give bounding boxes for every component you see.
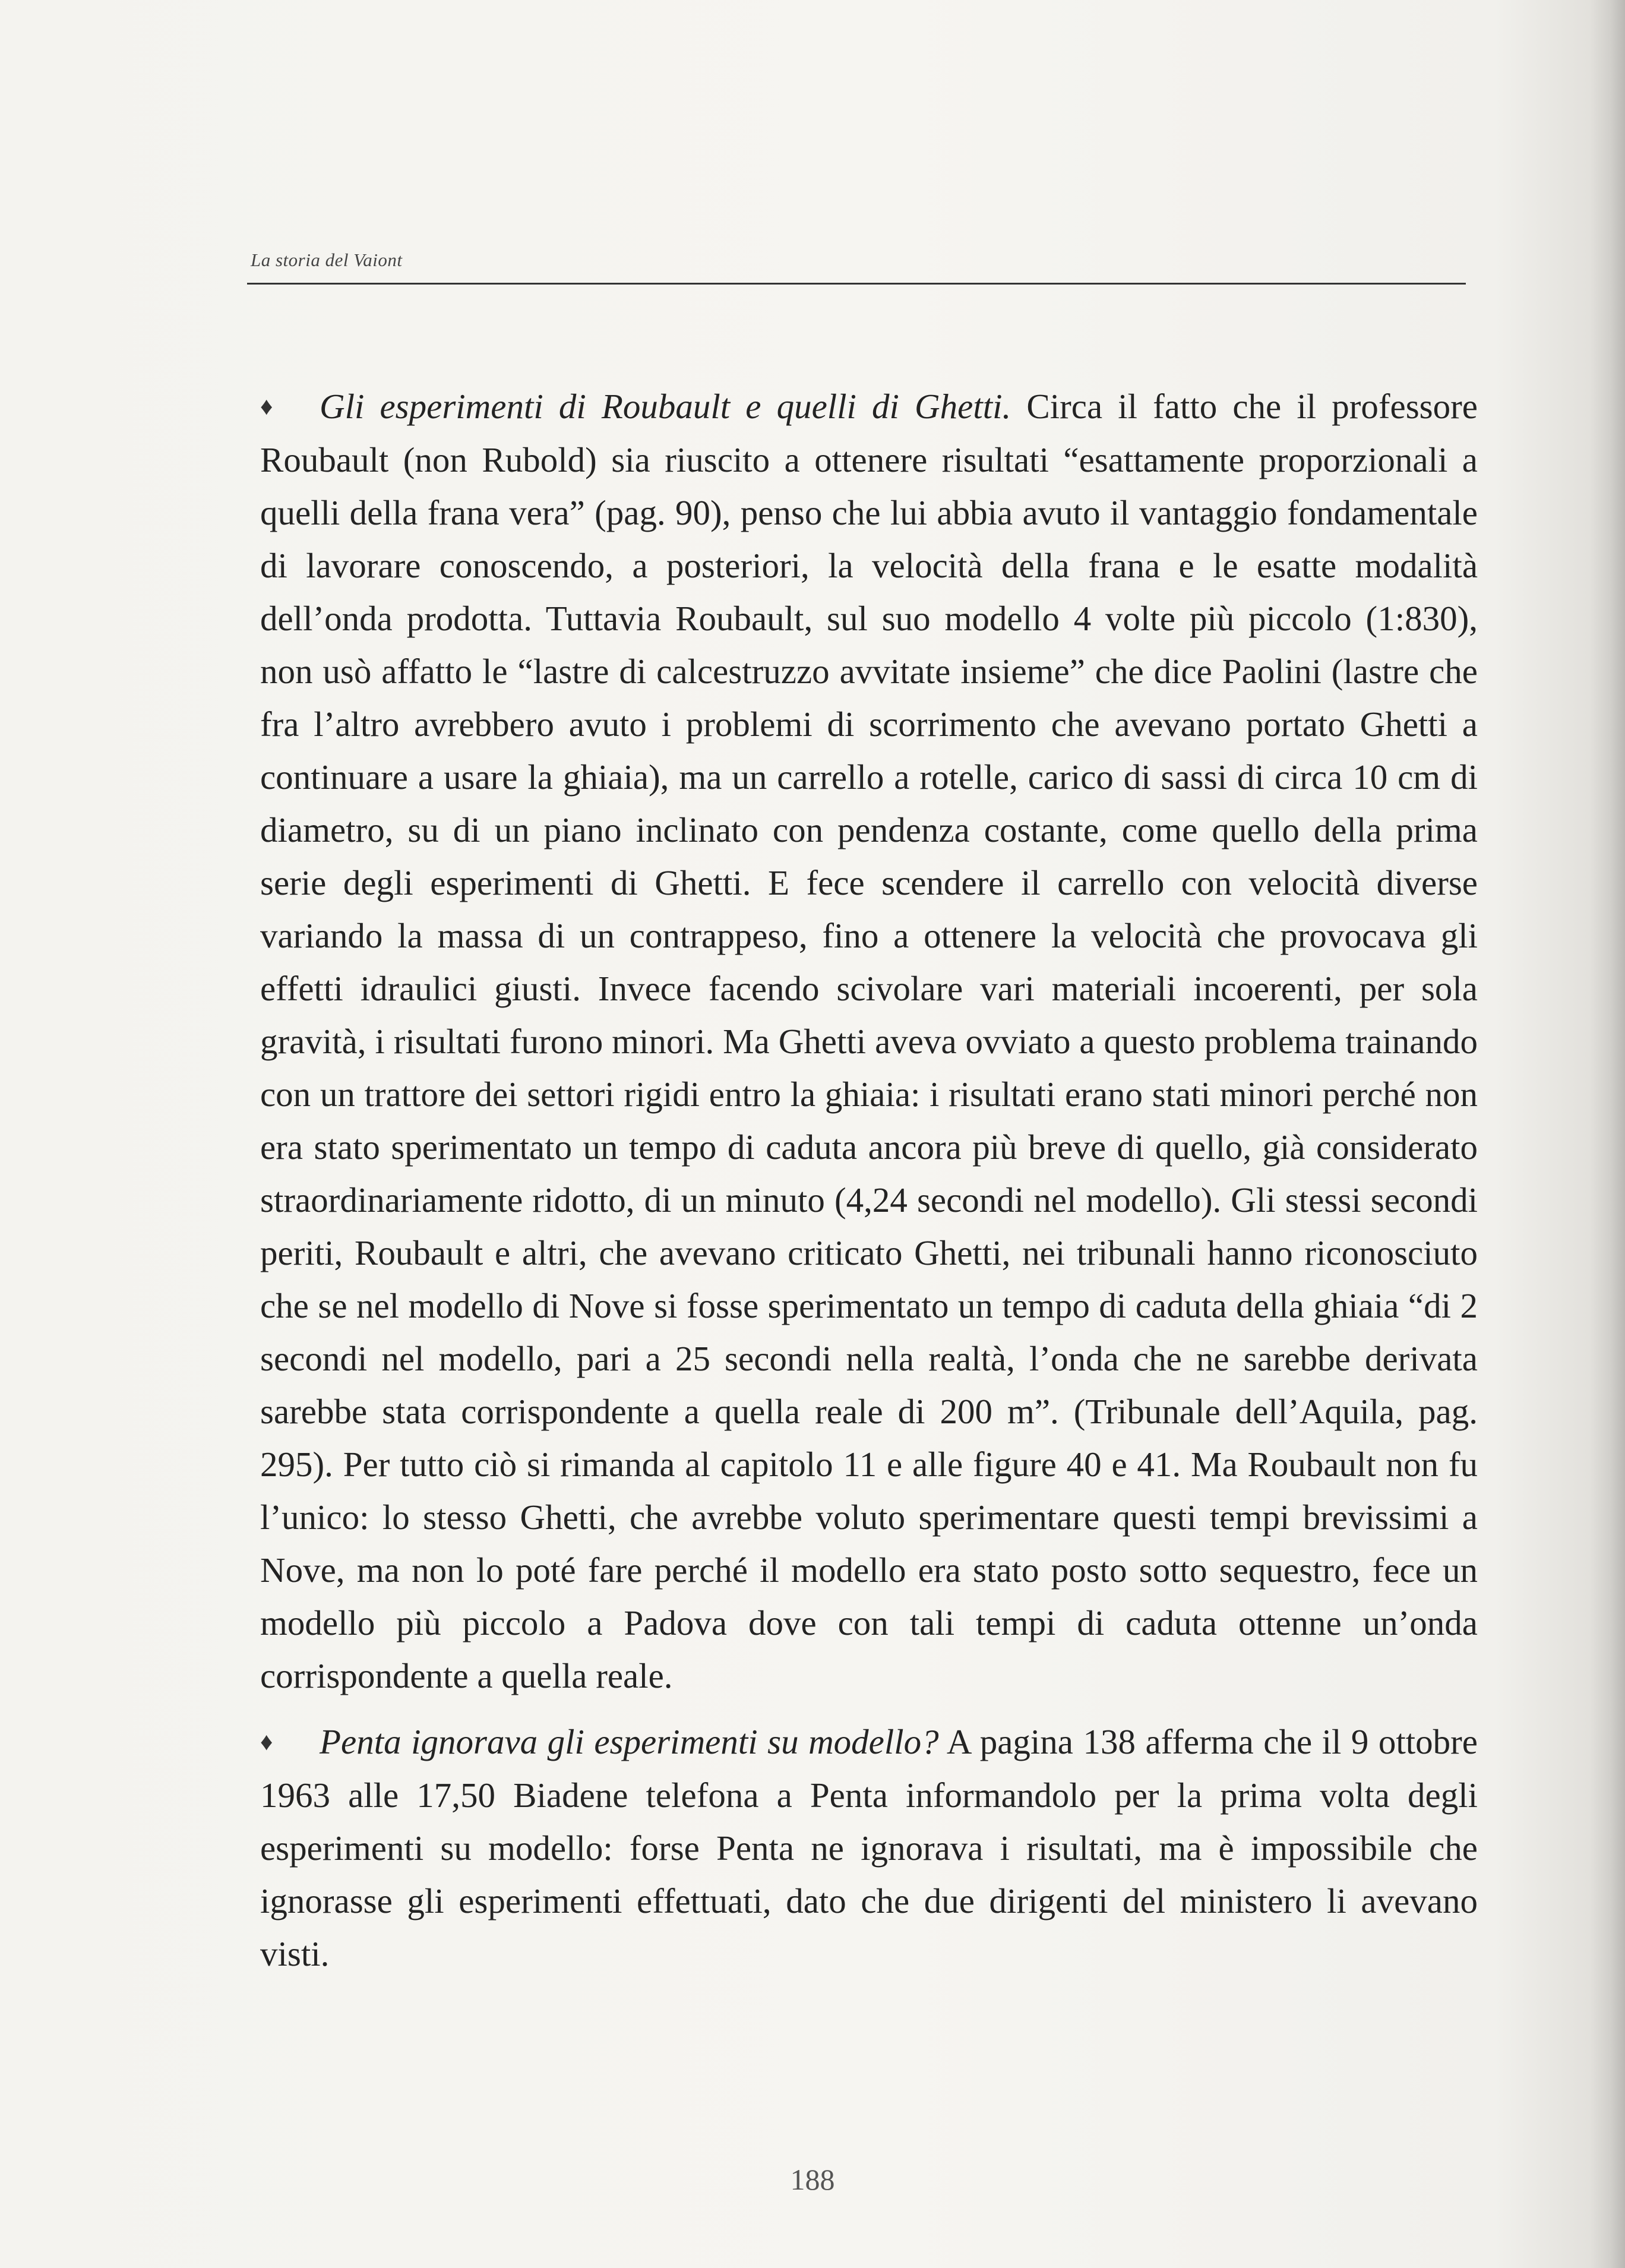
body-text [260,380,1478,1994]
diamond-bullet-icon: ♦ [260,1729,273,1756]
entry-title: Penta ignorava gli esperimenti su modello? [320,1722,939,1761]
entry-penta [260,1716,1478,1980]
entry-text: Circa il fatto che il professore Roubault (non Rubold) sia riuscito a ottenere risultati “esattamente proporzionali a quelli della frana vera” (pag. 90), penso che lui abbia avuto il vantaggio fondamentale di lavorare conoscendo, a posteriori, la velocità della frana e le esatte modalità dell’onda prodotta. Tuttavia Roubault, sul suo modello 4 volte più piccolo (1:830), non usò affatto le “lastre di calcestruzzo avvitate insieme” che dice Paolini (lastre che fra l’altro avrebbero avuto i problemi di scorrimento che avevano portato Ghetti a continuare a usare la ghiaia), ma un carrello a rotelle, carico di sassi di circa 10 cm di diametro, su di un piano inclinato con pendenza costante, come quello della prima serie degli esperimenti di Ghetti. E fece scendere il carrello con velocità diverse variando la massa di un contrappeso, fino a ottenere la velocità che provocava gli effetti idraulici giusti. Invece facendo scivolare vari materiali incoerenti, per sola gravità, i risultati furono minori. Ma Ghetti aveva ovviato a questo problema trainando con un trattore dei settori rigidi entro la ghiaia: i risultati erano stati minori perché non era stato sperimentato un tempo di caduta ancora più breve di quello, già considerato straordinariamente ridotto, di un minuto (4,24 secondi nel modello). Gli stessi secondi periti, Roubault e altri, che avevano criticato Ghetti, nei tribunali hanno riconosciuto che se nel modello di Nove si fosse sperimentato un tempo di caduta della ghiaia “di 2 secondi nel modello, pari a 25 secondi nella realtà, l’onda che ne sarebbe derivata sarebbe stata corrispondente a quella reale di 200 m”. (Tribunale dell’Aquila, pag. 295). Per tutto ciò si rimanda al capitolo 11 e alle figure 40 e 41. Ma Roubault non fu l’unico: lo stesso Ghetti, che avrebbe voluto sperimentare questi tempi brevissimi a Nove, ma non lo poté fare perché il modello era stato posto sotto sequestro, fece un modello più piccolo a Padova dove con tali tempi di caduta ottenne un’onda corrispondente a quella reale. [260,387,1478,1695]
entry-text: A pagina 138 afferma che il 9 ottobre 1963 alle 17,50 Biadene telefona a Penta informandolo per la prima volta degli esperimenti su modello: forse Penta ne ignorava i risultati, ma è impossibile che ignorasse gli esperimenti effettuati, dato che due dirigenti del ministero li avevano visti. [260,1722,1478,1973]
page-number: 188 [790,2163,835,2196]
page-edge-shadow [1589,0,1625,2268]
running-head: La storia del Vaiont [251,249,403,270]
entry-roubault-ghetti [260,380,1478,1702]
header-rule [247,283,1466,285]
diamond-bullet-icon: ♦ [260,393,273,421]
entry-title: Gli esperimenti di Roubault e quelli di Ghetti. [320,387,1011,426]
